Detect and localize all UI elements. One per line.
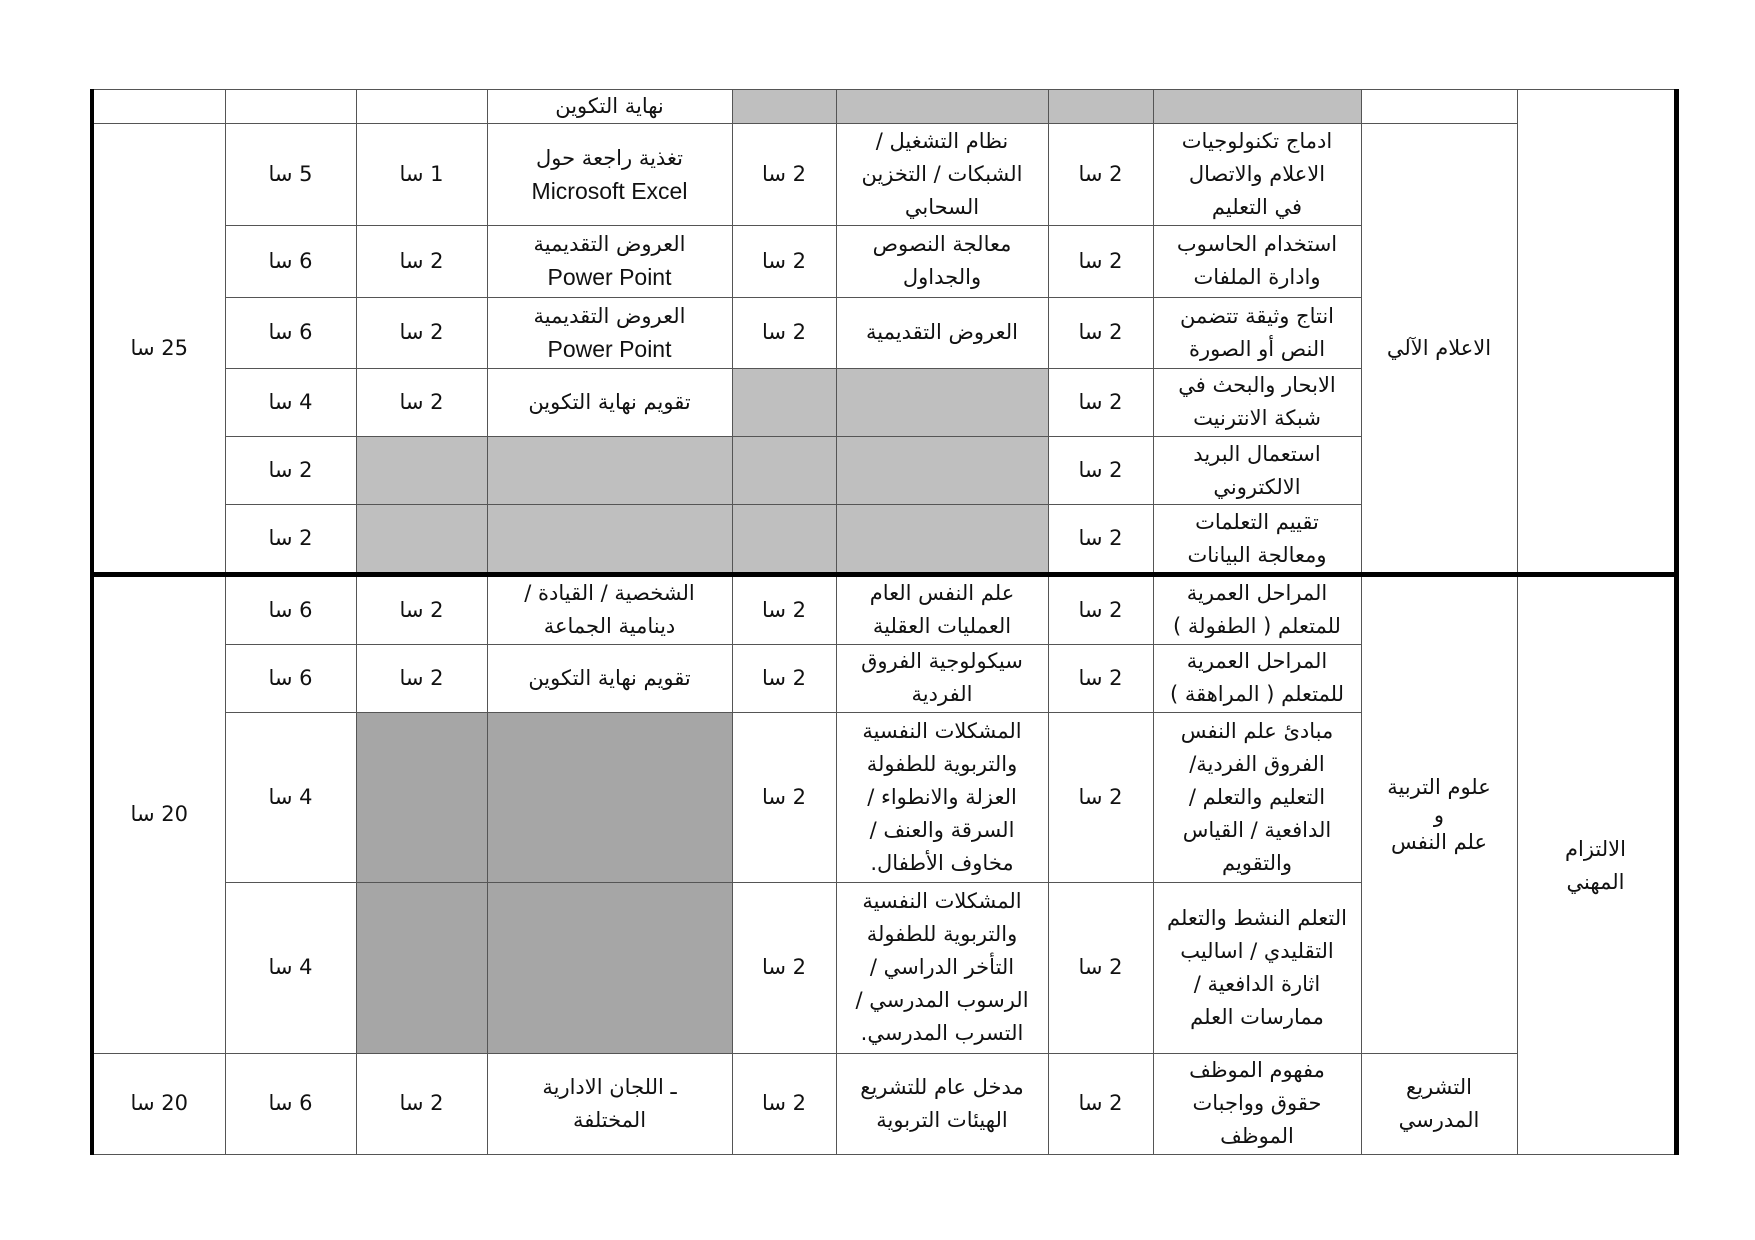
hours-cell: 2 سا xyxy=(732,883,836,1053)
text-line: وادارة الملفات xyxy=(1193,265,1321,290)
hours-cell: 2 سا xyxy=(1048,883,1153,1053)
topic-cell xyxy=(1153,1053,1361,1154)
hours-cell: 2 سا xyxy=(732,124,836,226)
shaded-cell xyxy=(732,368,836,436)
cell xyxy=(92,90,225,124)
hours-cell: 2 سا xyxy=(1048,368,1153,436)
hours-cell: 2 سا xyxy=(732,712,836,882)
hours-cell: 1 سا xyxy=(356,124,487,226)
hours-cell: 2 سا xyxy=(1048,436,1153,504)
hours-cell: 6 سا xyxy=(225,226,356,297)
text-line: العروض التقديمية xyxy=(533,303,686,328)
training-schedule-table xyxy=(90,89,1679,1155)
hours-cell: 2 سا xyxy=(1048,575,1153,644)
text-line: الرسوب المدرسي / xyxy=(855,988,1029,1013)
text-line: النص أو الصورة xyxy=(1188,336,1326,361)
activity-cell xyxy=(487,297,732,368)
topic-cell xyxy=(1153,575,1361,644)
text-line: استعمال البريد xyxy=(1193,441,1321,466)
shaded-cell xyxy=(836,90,1048,124)
hours-cell: 2 سا xyxy=(356,644,487,712)
text-line: Microsoft Excel xyxy=(531,177,688,204)
text-line: المهني xyxy=(1566,869,1625,894)
category-cell xyxy=(1517,575,1676,1155)
text-line: الموظف xyxy=(1220,1124,1294,1149)
topic-cell xyxy=(1153,436,1361,504)
hours-cell: 2 سا xyxy=(356,1053,487,1154)
hours-cell: 2 سا xyxy=(1048,1053,1153,1154)
cell: نهاية التكوين xyxy=(487,90,732,124)
text-line: الشخصية / القيادة / xyxy=(524,581,695,606)
shaded-cell xyxy=(732,436,836,504)
text-line: الشبكات / التخزين xyxy=(861,162,1023,187)
topic-cell xyxy=(1153,297,1361,368)
topic-cell xyxy=(836,1053,1048,1154)
hours-cell: 2 سا xyxy=(356,226,487,297)
text-line: استخدام الحاسوب xyxy=(1176,232,1338,257)
text-line: العزلة والانطواء / xyxy=(867,784,1017,809)
text-line: مدخل عام للتشريع xyxy=(860,1074,1024,1099)
topic-cell xyxy=(836,575,1048,644)
text-line: معالجة النصوص xyxy=(872,232,1012,257)
text-line: الالتزام xyxy=(1565,836,1626,861)
table-row xyxy=(92,90,1676,124)
hours-cell: 4 سا xyxy=(225,368,356,436)
text-line: المشكلات النفسية xyxy=(862,718,1022,743)
hours-cell: 5 سا xyxy=(225,124,356,226)
shaded-cell xyxy=(836,505,1048,575)
topic-cell xyxy=(836,644,1048,712)
text-line: المراحل العمرية xyxy=(1186,649,1328,674)
text-line: ومعالجة البيانات xyxy=(1187,542,1327,567)
topic-cell xyxy=(1153,505,1361,575)
shaded-cell xyxy=(836,436,1048,504)
text-line: سيكولوجية الفروق xyxy=(861,649,1023,674)
text-line: والتربوية للطفولة xyxy=(866,922,1018,947)
cell xyxy=(356,90,487,124)
text-line: السرقة والعنف / xyxy=(869,817,1015,842)
text-line: السحابي xyxy=(904,195,980,220)
text-line: في التعليم xyxy=(1211,195,1303,220)
text-line: مبادئ علم النفس xyxy=(1180,718,1334,743)
text-line: دينامية الجماعة xyxy=(543,614,676,639)
text-line: الفروق الفردية/ xyxy=(1189,751,1325,776)
text-line: المدرسي xyxy=(1398,1107,1480,1132)
text-line: الفردية xyxy=(911,682,973,707)
hours-cell: 2 سا xyxy=(225,505,356,575)
topic-cell xyxy=(836,883,1048,1053)
shaded-cell xyxy=(732,90,836,124)
activity-cell xyxy=(487,1053,732,1154)
text-line: شبكة الانترنيت xyxy=(1193,406,1321,431)
table-row xyxy=(92,124,1676,226)
cell xyxy=(225,90,356,124)
text-line: علم النفس العام xyxy=(869,581,1015,606)
text-line: للمتعلم ( المراهقة ) xyxy=(1169,682,1345,707)
activity-cell xyxy=(487,575,732,644)
text-line: انتاج وثيقة تتضمن xyxy=(1179,303,1335,328)
text-line: اثارة الدافعية / xyxy=(1193,971,1321,996)
text-line: علم النفس xyxy=(1390,829,1488,854)
total-hours-cell: 20 سا xyxy=(92,1053,225,1154)
text-line: والتقويم xyxy=(1221,850,1292,875)
text-line: الالكتروني xyxy=(1213,474,1301,499)
shaded-cell xyxy=(356,712,487,882)
text-line: ـ اللجان الادارية xyxy=(542,1074,677,1099)
subject-cell xyxy=(1361,575,1517,1053)
text-line: التشريع xyxy=(1406,1074,1472,1099)
text-line: التأخر الدراسي / xyxy=(869,955,1015,980)
hours-cell: 2 سا xyxy=(1048,124,1153,226)
hours-cell: 2 سا xyxy=(732,644,836,712)
text-line: للمتعلم ( الطفولة ) xyxy=(1173,614,1341,639)
hours-cell: 6 سا xyxy=(225,1053,356,1154)
text-line: التسرب المدرسي. xyxy=(860,1021,1024,1046)
hours-cell: 4 سا xyxy=(225,883,356,1053)
text-line: مخاوف الأطفال. xyxy=(870,850,1014,875)
hours-cell: 2 سا xyxy=(225,436,356,504)
topic-cell xyxy=(836,712,1048,882)
text-line: والتربوية للطفولة xyxy=(866,751,1018,776)
text-line: العمليات العقلية xyxy=(872,614,1012,639)
text-line: Power Point xyxy=(547,335,672,362)
shaded-cell xyxy=(356,505,487,575)
table-row xyxy=(92,575,1676,644)
topic-cell xyxy=(836,124,1048,226)
shaded-cell xyxy=(487,505,732,575)
hours-cell: 2 سا xyxy=(1048,644,1153,712)
topic-cell xyxy=(836,226,1048,297)
shaded-cell xyxy=(1048,90,1153,124)
table-row xyxy=(92,1053,1676,1154)
subject-cell: الاعلام الآلي xyxy=(1361,124,1517,575)
hours-cell: 6 سا xyxy=(225,644,356,712)
topic-cell xyxy=(1153,883,1361,1053)
topic-cell xyxy=(1153,712,1361,882)
text-line: ممارسات العلم xyxy=(1190,1004,1324,1029)
text-line: التعليم والتعلم / xyxy=(1188,784,1326,809)
text-line: التعلم النشط والتعلم xyxy=(1167,905,1347,930)
hours-cell: 2 سا xyxy=(732,575,836,644)
text-line: المشكلات النفسية xyxy=(862,889,1022,914)
text-line: التقليدي / اساليب xyxy=(1180,938,1334,963)
text-line: العروض التقديمية xyxy=(533,232,686,257)
hours-cell: 2 سا xyxy=(732,1053,836,1154)
activity-cell xyxy=(487,124,732,226)
topic-cell xyxy=(1153,226,1361,297)
hours-cell: 2 سا xyxy=(732,297,836,368)
hours-cell: 2 سا xyxy=(356,297,487,368)
topic-cell xyxy=(1153,124,1361,226)
text-line: ادماج تكنولوجيات xyxy=(1181,129,1333,154)
shaded-cell xyxy=(487,436,732,504)
total-hours-cell: 25 سا xyxy=(92,124,225,575)
hours-cell: 2 سا xyxy=(356,368,487,436)
text-line: حقوق وواجبات xyxy=(1192,1091,1322,1116)
text-line: تقييم التعلمات xyxy=(1195,509,1319,534)
text-line: نظام التشغيل / xyxy=(875,129,1009,154)
shaded-cell xyxy=(1153,90,1361,124)
shaded-cell xyxy=(487,883,732,1053)
total-hours-cell: 20 سا xyxy=(92,575,225,1053)
hours-cell: 2 سا xyxy=(1048,505,1153,575)
hours-cell: 2 سا xyxy=(1048,712,1153,882)
activity-cell: تقويم نهاية التكوين xyxy=(487,644,732,712)
hours-cell: 2 سا xyxy=(1048,226,1153,297)
hours-cell: 6 سا xyxy=(225,575,356,644)
hours-cell: 6 سا xyxy=(225,297,356,368)
shaded-cell xyxy=(487,712,732,882)
hours-cell: 2 سا xyxy=(732,226,836,297)
hours-cell: 4 سا xyxy=(225,712,356,882)
hours-cell: 2 سا xyxy=(356,575,487,644)
activity-cell xyxy=(487,226,732,297)
text-line: Power Point xyxy=(547,264,672,291)
shaded-cell xyxy=(356,883,487,1053)
text-line: الهيئات التربوية xyxy=(876,1107,1008,1132)
text-line: تغذية راجعة حول xyxy=(536,145,683,170)
text-line: الدافعية / القياس xyxy=(1182,817,1332,842)
shaded-cell xyxy=(356,436,487,504)
cell xyxy=(1361,90,1517,124)
category-cell-empty xyxy=(1517,90,1676,575)
text-line: والجداول xyxy=(902,265,982,290)
topic-cell xyxy=(1153,644,1361,712)
text-line: مفهوم الموظف xyxy=(1189,1058,1325,1083)
subject-cell xyxy=(1361,1053,1517,1154)
shaded-cell xyxy=(836,368,1048,436)
text-line: الابحار والبحث في xyxy=(1178,373,1336,398)
text-line: علوم التربية xyxy=(1387,774,1491,799)
shaded-cell xyxy=(732,505,836,575)
activity-cell: تقويم نهاية التكوين xyxy=(487,368,732,436)
text-line: المختلفة xyxy=(572,1107,647,1132)
topic-cell xyxy=(1153,368,1361,436)
text-line: المراحل العمرية xyxy=(1186,581,1328,606)
hours-cell: 2 سا xyxy=(1048,297,1153,368)
text-line: الاعلام والاتصال xyxy=(1188,162,1326,187)
topic-cell: العروض التقديمية xyxy=(836,297,1048,368)
text-line: و xyxy=(1433,802,1445,827)
